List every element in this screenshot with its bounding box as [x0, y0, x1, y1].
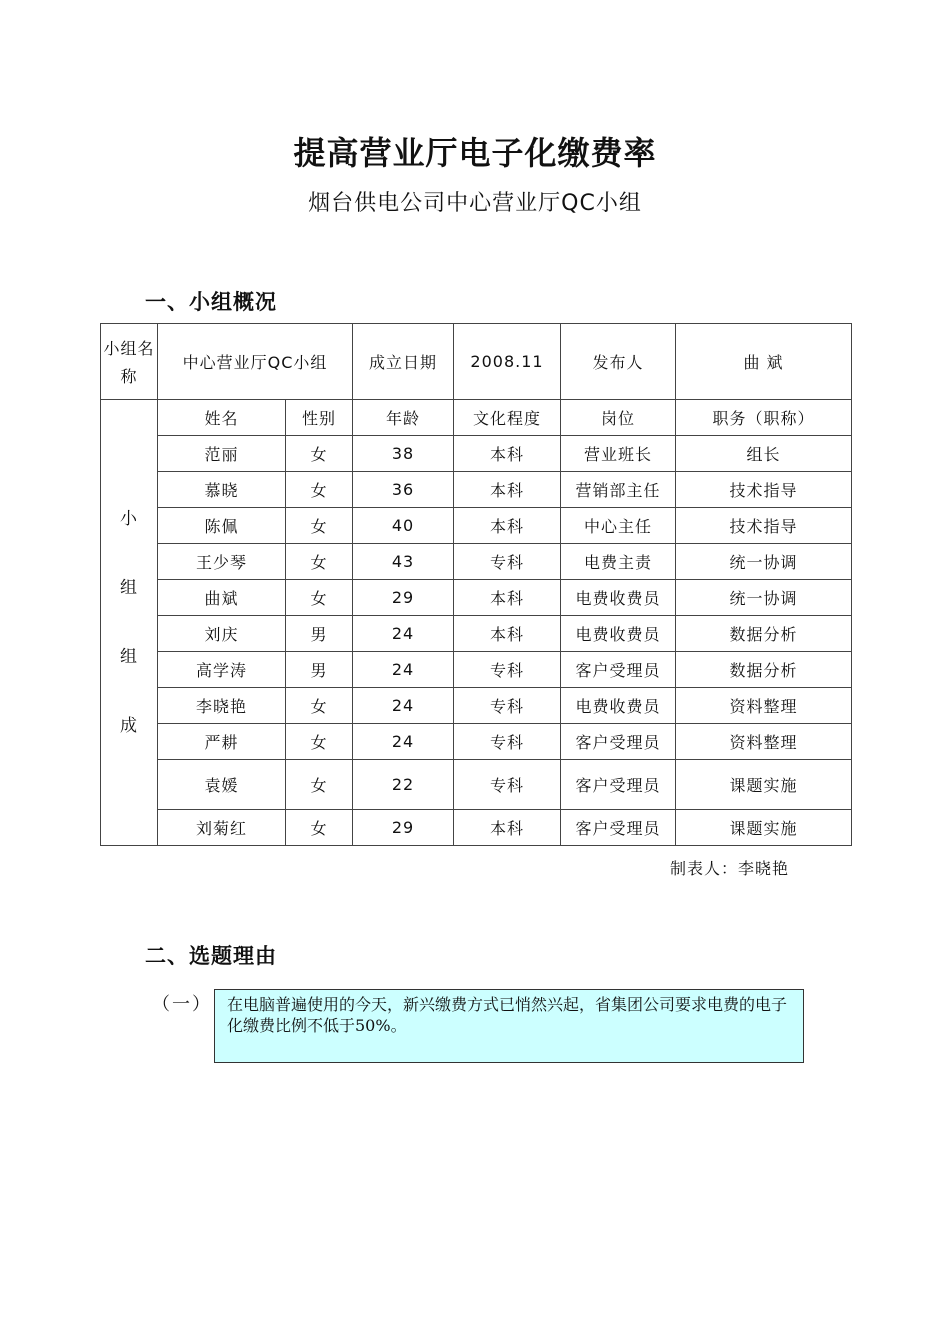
group-name-value: 中心营业厅QC小组 [158, 324, 353, 400]
member-education: 本科 [454, 472, 561, 508]
table-maker-note: 制表人：李晓艳 [670, 859, 790, 878]
column-header: 职务（职称） [676, 400, 852, 436]
table-row [101, 508, 852, 544]
member-name: 王少琴 [158, 544, 286, 580]
member-age: 38 [353, 436, 454, 472]
member-gender: 男 [286, 616, 353, 652]
member-name: 曲斌 [158, 580, 286, 616]
table-row [101, 436, 852, 472]
column-header: 文化程度 [454, 400, 561, 436]
member-role: 资料整理 [676, 688, 852, 724]
member-age: 24 [353, 688, 454, 724]
member-role: 课题实施 [676, 760, 852, 810]
group-name-label: 小组名称 [101, 324, 158, 400]
column-header: 性别 [286, 400, 353, 436]
member-name: 慕晓 [158, 472, 286, 508]
group-info-table [100, 323, 852, 846]
member-gender: 女 [286, 760, 353, 810]
table-row [101, 652, 852, 688]
column-header-row [101, 400, 852, 436]
member-role: 资料整理 [676, 724, 852, 760]
member-post: 客户受理员 [561, 810, 676, 846]
member-gender: 男 [286, 652, 353, 688]
table-row [101, 724, 852, 760]
member-age: 43 [353, 544, 454, 580]
table-row [101, 580, 852, 616]
member-age: 36 [353, 472, 454, 508]
table-row [101, 544, 852, 580]
member-role: 技术指导 [676, 508, 852, 544]
member-education: 专科 [454, 724, 561, 760]
member-name: 袁媛 [158, 760, 286, 810]
reason-text-box: 在电脑普遍使用的今天，新兴缴费方式已悄然兴起，省集团公司要求电费的电子化缴费比例不低于50%。 [214, 989, 804, 1063]
group-members-side-label: 小 组 组 成 [101, 400, 158, 846]
member-education: 本科 [454, 436, 561, 472]
member-name: 李晓艳 [158, 688, 286, 724]
column-header: 姓名 [158, 400, 286, 436]
member-gender: 女 [286, 508, 353, 544]
founded-date-value: 2008.11 [454, 324, 561, 400]
section-heading-reason: 二、选题理由 [145, 944, 277, 968]
document-subtitle: 烟台供电公司中心营业厅QC小组 [308, 191, 642, 216]
member-gender: 女 [286, 544, 353, 580]
member-role: 课题实施 [676, 810, 852, 846]
member-age: 29 [353, 810, 454, 846]
founded-date-label: 成立日期 [353, 324, 454, 400]
member-post: 电费收费员 [561, 616, 676, 652]
member-gender: 女 [286, 688, 353, 724]
member-post: 电费收费员 [561, 688, 676, 724]
member-role: 数据分析 [676, 652, 852, 688]
member-name: 刘庆 [158, 616, 286, 652]
table-row [101, 616, 852, 652]
member-education: 专科 [454, 688, 561, 724]
member-name: 高学涛 [158, 652, 286, 688]
member-role: 数据分析 [676, 616, 852, 652]
member-age: 22 [353, 760, 454, 810]
table-row [101, 810, 852, 846]
member-post: 客户受理员 [561, 652, 676, 688]
member-education: 专科 [454, 760, 561, 810]
section-heading-overview: 一、小组概况 [145, 290, 277, 314]
table-row [101, 472, 852, 508]
member-age: 24 [353, 652, 454, 688]
member-post: 电费收费员 [561, 580, 676, 616]
member-age: 40 [353, 508, 454, 544]
member-education: 本科 [454, 616, 561, 652]
member-post: 客户受理员 [561, 724, 676, 760]
member-name: 严耕 [158, 724, 286, 760]
member-post: 营销部主任 [561, 472, 676, 508]
publisher-label: 发布人 [561, 324, 676, 400]
member-gender: 女 [286, 472, 353, 508]
table-row [101, 760, 852, 810]
member-education: 本科 [454, 810, 561, 846]
member-gender: 女 [286, 810, 353, 846]
reason-item-number: （一） [152, 994, 212, 1015]
member-role: 统一协调 [676, 544, 852, 580]
member-education: 本科 [454, 508, 561, 544]
member-role: 组长 [676, 436, 852, 472]
publisher-value: 曲 斌 [676, 324, 852, 400]
member-role: 技术指导 [676, 472, 852, 508]
member-post: 客户受理员 [561, 760, 676, 810]
member-age: 24 [353, 724, 454, 760]
member-age: 29 [353, 580, 454, 616]
member-gender: 女 [286, 580, 353, 616]
member-age: 24 [353, 616, 454, 652]
member-post: 电费主责 [561, 544, 676, 580]
member-gender: 女 [286, 724, 353, 760]
member-education: 专科 [454, 652, 561, 688]
column-header: 年龄 [353, 400, 454, 436]
member-gender: 女 [286, 436, 353, 472]
table-row [101, 688, 852, 724]
member-name: 刘菊红 [158, 810, 286, 846]
document-title: 提高营业厅电子化缴费率 [293, 134, 657, 172]
member-role: 统一协调 [676, 580, 852, 616]
column-header: 岗位 [561, 400, 676, 436]
group-header-row [101, 324, 852, 400]
member-post: 中心主任 [561, 508, 676, 544]
member-education: 专科 [454, 544, 561, 580]
member-name: 范丽 [158, 436, 286, 472]
member-education: 本科 [454, 580, 561, 616]
member-name: 陈佩 [158, 508, 286, 544]
member-post: 营业班长 [561, 436, 676, 472]
